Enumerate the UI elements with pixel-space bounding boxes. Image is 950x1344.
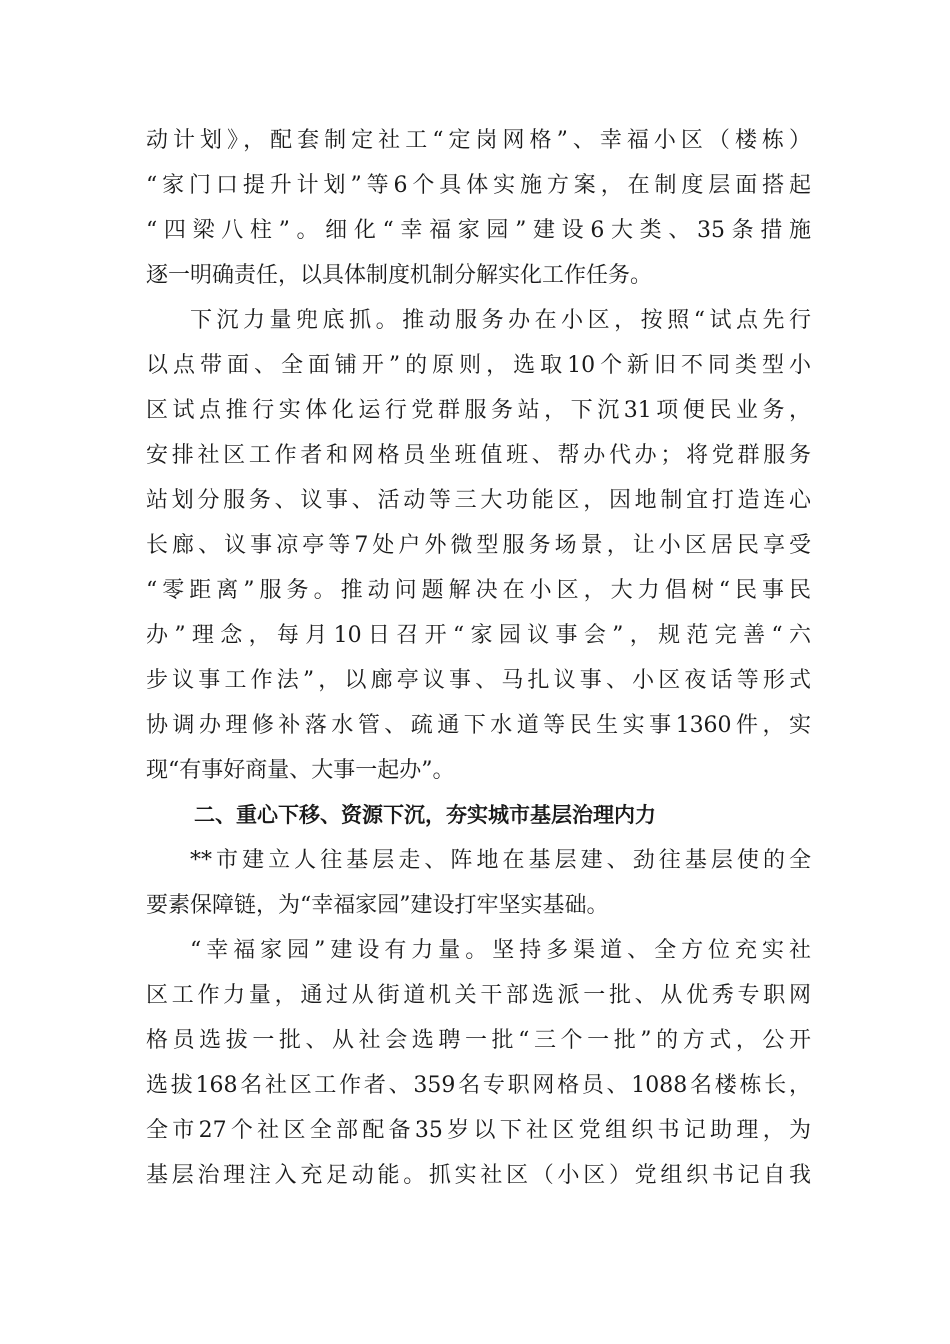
- document-body: [146, 118, 811, 1198]
- text-line: 步议事工作法”，以廊亭议事、马扎议事、小区夜话等形式: [146, 668, 811, 693]
- text-line: 逐一明确责任，以具体制度机制分解实化工作任务。: [146, 263, 653, 288]
- paragraph-start-line: 下沉力量兜底抓。推动服务办在小区，按照“试点先行: [190, 308, 811, 333]
- text-line: “家门口提升计划”等6个具体实施方案，在制度层面搭起: [146, 173, 811, 198]
- text-line: 区工作力量，通过从街道机关干部选派一批、从优秀专职网: [146, 983, 811, 1008]
- text-line: 站划分服务、议事、活动等三大功能区，因地制宜打造连心: [146, 488, 811, 513]
- paragraph-start-line: “幸福家园”建设有力量。坚持多渠道、全方位充实社: [190, 938, 811, 963]
- text-line: 长廊、议事凉亭等7处户外微型服务场景，让小区居民享受: [146, 533, 811, 558]
- text-line: 动计划》，配套制定社工“定岗网格”、幸福小区（楼栋）: [146, 128, 811, 153]
- text-line: 协调办理修补落水管、疏通下水道等民生实事1360件，实: [146, 713, 811, 738]
- text-line: 办”理念，每月10日召开“家园议事会”，规范完善“六: [146, 623, 811, 648]
- text-line: 现“有事好商量、大事一起办”。: [146, 758, 455, 783]
- text-line: “零距离”服务。推动问题解决在小区，大力倡树“民事民: [146, 578, 811, 603]
- text-line: 区试点推行实体化运行党群服务站，下沉31项便民业务，: [146, 398, 811, 423]
- section-heading: 二、重心下移、资源下沉，夯实城市基层治理内力: [194, 803, 656, 827]
- text-line: 选拔168名社区工作者、359名专职网格员、1088名楼栋长，: [146, 1073, 811, 1098]
- text-line: 要素保障链，为“幸福家园”建设打牢坚实基础。: [146, 893, 609, 918]
- text-line: “四梁八柱”。细化“幸福家园”建设6大类、35条措施: [146, 218, 811, 243]
- text-line: 全市27个社区全部配备35岁以下社区党组织书记助理，为: [146, 1118, 811, 1143]
- text-line: 基层治理注入充足动能。抓实社区（小区）党组织书记自我: [146, 1163, 811, 1188]
- text-line: 格员选拔一批、从社会选聘一批“三个一批”的方式，公开: [146, 1028, 811, 1053]
- text-line: 以点带面、全面铺开”的原则，选取10个新旧不同类型小: [146, 353, 811, 378]
- text-line: 安排社区工作者和网格员坐班值班、帮办代办；将党群服务: [146, 443, 811, 468]
- paragraph-start-line: **市建立人往基层走、阵地在基层建、劲往基层使的全: [190, 848, 811, 873]
